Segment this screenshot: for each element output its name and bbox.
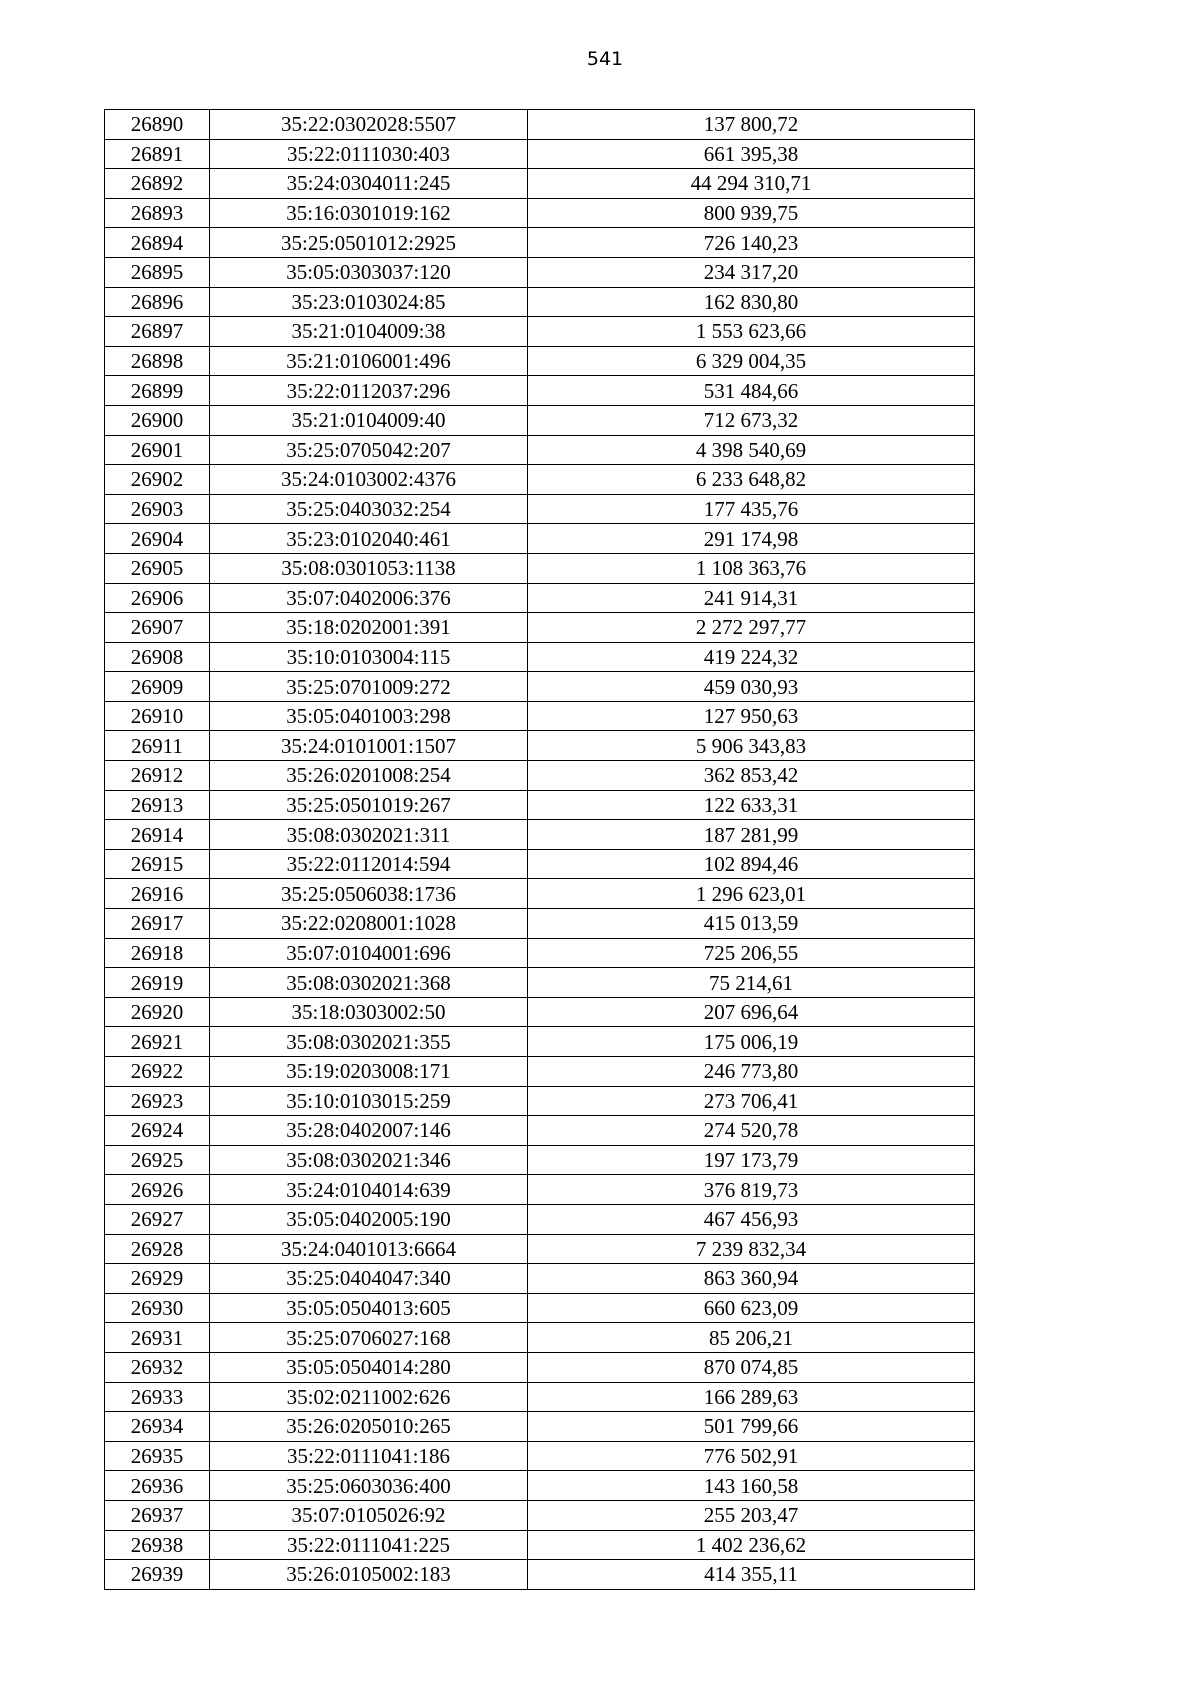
cadastral-number-cell: 35:08:0302021:346 [210,1145,528,1175]
cadastral-number-cell: 35:25:0501012:2925 [210,228,528,258]
table-row [105,1293,975,1323]
cadastral-number-cell: 35:08:0302021:355 [210,1027,528,1057]
table-row [105,1530,975,1560]
row-number-cell: 26923 [105,1086,210,1116]
cadastral-number-cell: 35:24:0104014:639 [210,1175,528,1205]
cadastral-value-cell: 85 206,21 [528,1323,975,1353]
cadastral-value-cell: 415 013,59 [528,909,975,939]
cadastral-value-cell: 1 402 236,62 [528,1530,975,1560]
table-row [105,139,975,169]
table-row [105,346,975,376]
row-number-cell: 26927 [105,1204,210,1234]
cadastral-value-cell: 467 456,93 [528,1204,975,1234]
table-row [105,1027,975,1057]
row-number-cell: 26924 [105,1116,210,1146]
cadastral-number-cell: 35:25:0705042:207 [210,435,528,465]
cadastral-value-cell: 459 030,93 [528,672,975,702]
cadastral-number-cell: 35:24:0401013:6664 [210,1234,528,1264]
cadastral-value-cell: 725 206,55 [528,938,975,968]
cadastral-value-cell: 1 296 623,01 [528,879,975,909]
table-body [105,110,975,1590]
cadastral-number-cell: 35:21:0106001:496 [210,346,528,376]
table-row [105,731,975,761]
cadastral-number-cell: 35:22:0208001:1028 [210,909,528,939]
cadastral-number-cell: 35:24:0101001:1507 [210,731,528,761]
cadastral-value-cell: 2 272 297,77 [528,613,975,643]
row-number-cell: 26909 [105,672,210,702]
row-number-cell: 26914 [105,820,210,850]
row-number-cell: 26928 [105,1234,210,1264]
row-number-cell: 26933 [105,1382,210,1412]
table-row [105,968,975,998]
row-number-cell: 26903 [105,494,210,524]
row-number-cell: 26908 [105,642,210,672]
table-row [105,938,975,968]
cadastral-value-cell: 166 289,63 [528,1382,975,1412]
cadastral-value-cell: 143 160,58 [528,1471,975,1501]
cadastral-value-cell: 177 435,76 [528,494,975,524]
table-row [105,1204,975,1234]
row-number-cell: 26930 [105,1293,210,1323]
cadastral-value-cell: 162 830,80 [528,287,975,317]
cadastral-number-cell: 35:05:0504013:605 [210,1293,528,1323]
cadastral-number-cell: 35:05:0401003:298 [210,701,528,731]
table-row [105,1412,975,1442]
cadastral-value-cell: 102 894,46 [528,849,975,879]
row-number-cell: 26907 [105,613,210,643]
table-row [105,169,975,199]
table-row [105,465,975,495]
row-number-cell: 26936 [105,1471,210,1501]
cadastral-number-cell: 35:22:0302028:5507 [210,110,528,140]
row-number-cell: 26931 [105,1323,210,1353]
cadastral-number-cell: 35:25:0603036:400 [210,1471,528,1501]
table-row [105,110,975,140]
cadastral-value-cell: 1 108 363,76 [528,553,975,583]
cadastral-value-cell: 376 819,73 [528,1175,975,1205]
row-number-cell: 26922 [105,1057,210,1087]
cadastral-value-cell: 127 950,63 [528,701,975,731]
row-number-cell: 26890 [105,110,210,140]
cadastral-number-cell: 35:18:0303002:50 [210,997,528,1027]
table-row [105,1500,975,1530]
row-number-cell: 26935 [105,1441,210,1471]
cadastral-value-cell: 273 706,41 [528,1086,975,1116]
row-number-cell: 26893 [105,198,210,228]
row-number-cell: 26926 [105,1175,210,1205]
table-row [105,1264,975,1294]
row-number-cell: 26891 [105,139,210,169]
table-row [105,1382,975,1412]
cadastral-value-table [104,109,975,1590]
cadastral-number-cell: 35:26:0205010:265 [210,1412,528,1442]
cadastral-number-cell: 35:21:0104009:38 [210,317,528,347]
cadastral-number-cell: 35:05:0504014:280 [210,1352,528,1382]
row-number-cell: 26916 [105,879,210,909]
table-row [105,849,975,879]
row-number-cell: 26904 [105,524,210,554]
table-row [105,1560,975,1590]
table-row [105,672,975,702]
cadastral-value-cell: 274 520,78 [528,1116,975,1146]
cadastral-value-cell: 362 853,42 [528,761,975,791]
cadastral-value-cell: 197 173,79 [528,1145,975,1175]
table-row [105,1086,975,1116]
cadastral-number-cell: 35:24:0304011:245 [210,169,528,199]
cadastral-value-cell: 800 939,75 [528,198,975,228]
row-number-cell: 26895 [105,257,210,287]
cadastral-number-cell: 35:08:0302021:368 [210,968,528,998]
row-number-cell: 26905 [105,553,210,583]
cadastral-number-cell: 35:07:0402006:376 [210,583,528,613]
cadastral-number-cell: 35:21:0104009:40 [210,405,528,435]
table-row [105,820,975,850]
cadastral-number-cell: 35:10:0103015:259 [210,1086,528,1116]
row-number-cell: 26918 [105,938,210,968]
cadastral-value-cell: 122 633,31 [528,790,975,820]
cadastral-value-cell: 246 773,80 [528,1057,975,1087]
table-row [105,257,975,287]
row-number-cell: 26901 [105,435,210,465]
table-row [105,1057,975,1087]
cadastral-number-cell: 35:25:0403032:254 [210,494,528,524]
cadastral-number-cell: 35:25:0501019:267 [210,790,528,820]
table-row [105,1352,975,1382]
table-row [105,642,975,672]
table-row [105,198,975,228]
cadastral-value-cell: 234 317,20 [528,257,975,287]
cadastral-number-cell: 35:07:0105026:92 [210,1500,528,1530]
table-row [105,1471,975,1501]
row-number-cell: 26900 [105,405,210,435]
row-number-cell: 26920 [105,997,210,1027]
table-row [105,553,975,583]
table-row [105,405,975,435]
row-number-cell: 26925 [105,1145,210,1175]
row-number-cell: 26919 [105,968,210,998]
row-number-cell: 26913 [105,790,210,820]
table-row [105,997,975,1027]
table-row [105,435,975,465]
cadastral-value-cell: 4 398 540,69 [528,435,975,465]
cadastral-value-cell: 291 174,98 [528,524,975,554]
row-number-cell: 26939 [105,1560,210,1590]
cadastral-value-cell: 137 800,72 [528,110,975,140]
page-number: 541 [586,48,624,70]
cadastral-value-cell: 255 203,47 [528,1500,975,1530]
row-number-cell: 26906 [105,583,210,613]
row-number-cell: 26894 [105,228,210,258]
cadastral-number-cell: 35:16:0301019:162 [210,198,528,228]
row-number-cell: 26899 [105,376,210,406]
table-row [105,317,975,347]
table-row [105,228,975,258]
cadastral-value-cell: 726 140,23 [528,228,975,258]
cadastral-number-cell: 35:22:0112037:296 [210,376,528,406]
table-row [105,879,975,909]
cadastral-number-cell: 35:05:0303037:120 [210,257,528,287]
cadastral-number-cell: 35:28:0402007:146 [210,1116,528,1146]
table-row [105,1441,975,1471]
row-number-cell: 26917 [105,909,210,939]
cadastral-number-cell: 35:26:0105002:183 [210,1560,528,1590]
cadastral-number-cell: 35:08:0302021:311 [210,820,528,850]
row-number-cell: 26911 [105,731,210,761]
table-row [105,1323,975,1353]
row-number-cell: 26929 [105,1264,210,1294]
cadastral-value-cell: 175 006,19 [528,1027,975,1057]
cadastral-value-cell: 1 553 623,66 [528,317,975,347]
table-row [105,287,975,317]
cadastral-number-cell: 35:07:0104001:696 [210,938,528,968]
table-row [105,613,975,643]
row-number-cell: 26892 [105,169,210,199]
cadastral-value-cell: 501 799,66 [528,1412,975,1442]
row-number-cell: 26910 [105,701,210,731]
table-row [105,1116,975,1146]
table-row [105,376,975,406]
table-row [105,494,975,524]
cadastral-value-cell: 6 233 648,82 [528,465,975,495]
cadastral-value-cell: 6 329 004,35 [528,346,975,376]
cadastral-number-cell: 35:18:0202001:391 [210,613,528,643]
row-number-cell: 26896 [105,287,210,317]
cadastral-number-cell: 35:25:0706027:168 [210,1323,528,1353]
cadastral-number-cell: 35:22:0112014:594 [210,849,528,879]
row-number-cell: 26921 [105,1027,210,1057]
cadastral-number-cell: 35:05:0402005:190 [210,1204,528,1234]
row-number-cell: 26934 [105,1412,210,1442]
row-number-cell: 26915 [105,849,210,879]
cadastral-number-cell: 35:02:0211002:626 [210,1382,528,1412]
table-row [105,524,975,554]
table-row [105,1145,975,1175]
cadastral-value-cell: 870 074,85 [528,1352,975,1382]
row-number-cell: 26937 [105,1500,210,1530]
cadastral-value-cell: 661 395,38 [528,139,975,169]
table-row [105,1175,975,1205]
cadastral-value-cell: 712 673,32 [528,405,975,435]
table-row [105,790,975,820]
cadastral-number-cell: 35:25:0404047:340 [210,1264,528,1294]
row-number-cell: 26932 [105,1352,210,1382]
cadastral-number-cell: 35:22:0111041:225 [210,1530,528,1560]
cadastral-number-cell: 35:24:0103002:4376 [210,465,528,495]
cadastral-value-cell: 776 502,91 [528,1441,975,1471]
cadastral-number-cell: 35:23:0102040:461 [210,524,528,554]
cadastral-value-cell: 660 623,09 [528,1293,975,1323]
table-row [105,909,975,939]
cadastral-value-cell: 419 224,32 [528,642,975,672]
table-row [105,701,975,731]
cadastral-value-cell: 75 214,61 [528,968,975,998]
cadastral-value-cell: 5 906 343,83 [528,731,975,761]
cadastral-number-cell: 35:26:0201008:254 [210,761,528,791]
cadastral-number-cell: 35:22:0111030:403 [210,139,528,169]
row-number-cell: 26912 [105,761,210,791]
cadastral-value-cell: 863 360,94 [528,1264,975,1294]
cadastral-value-cell: 531 484,66 [528,376,975,406]
cadastral-value-cell: 187 281,99 [528,820,975,850]
cadastral-value-cell: 414 355,11 [528,1560,975,1590]
cadastral-number-cell: 35:25:0701009:272 [210,672,528,702]
cadastral-number-cell: 35:08:0301053:1138 [210,553,528,583]
table-row [105,1234,975,1264]
row-number-cell: 26938 [105,1530,210,1560]
cadastral-value-cell: 7 239 832,34 [528,1234,975,1264]
row-number-cell: 26902 [105,465,210,495]
row-number-cell: 26897 [105,317,210,347]
cadastral-value-cell: 207 696,64 [528,997,975,1027]
table-row [105,583,975,613]
cadastral-number-cell: 35:22:0111041:186 [210,1441,528,1471]
cadastral-value-cell: 44 294 310,71 [528,169,975,199]
cadastral-value-cell: 241 914,31 [528,583,975,613]
cadastral-number-cell: 35:10:0103004:115 [210,642,528,672]
row-number-cell: 26898 [105,346,210,376]
cadastral-number-cell: 35:19:0203008:171 [210,1057,528,1087]
table-row [105,761,975,791]
cadastral-number-cell: 35:23:0103024:85 [210,287,528,317]
cadastral-number-cell: 35:25:0506038:1736 [210,879,528,909]
